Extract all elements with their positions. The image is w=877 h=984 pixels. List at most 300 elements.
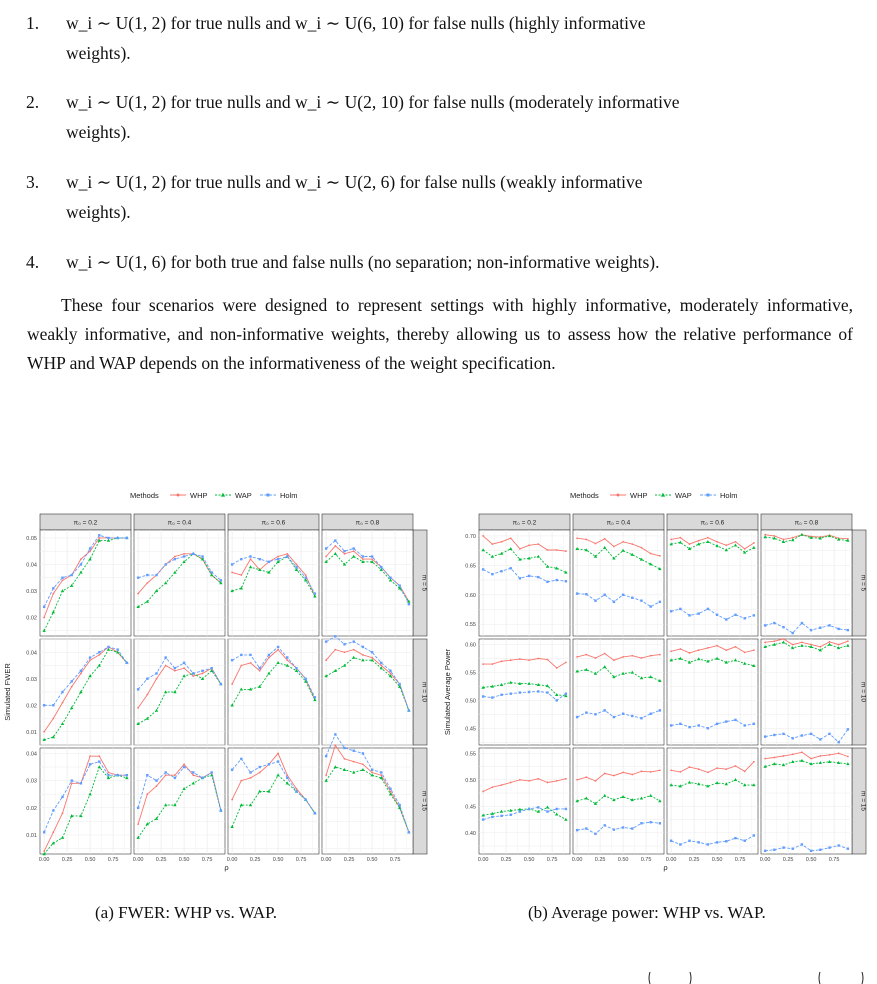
data-point-holm: [640, 822, 642, 824]
data-point-holm: [334, 539, 336, 541]
data-point-whp: [689, 766, 691, 768]
data-point-whp: [847, 640, 849, 642]
data-point-whp: [52, 831, 54, 833]
data-point-whp: [231, 683, 233, 685]
data-point-holm: [220, 809, 222, 811]
facet-panel: [40, 530, 131, 636]
data-point-holm: [640, 717, 642, 719]
data-point-whp: [547, 659, 549, 661]
caption-a: (a) FWER: WHP vs. WAP.: [95, 903, 277, 922]
data-point-holm: [649, 605, 651, 607]
data-point-whp: [286, 659, 288, 661]
data-point-holm: [137, 577, 139, 579]
legend-title: Methods: [130, 491, 159, 500]
data-point-whp: [792, 753, 794, 755]
data-point-holm: [71, 779, 73, 781]
data-point-holm: [631, 827, 633, 829]
data-point-whp: [689, 543, 691, 545]
data-point-holm: [389, 577, 391, 579]
data-point-whp: [528, 659, 530, 661]
legend-label: WHP: [630, 491, 648, 500]
data-point-holm: [773, 622, 775, 624]
data-point-holm: [155, 672, 157, 674]
legend-title: Methods: [570, 491, 599, 500]
data-point-holm: [240, 558, 242, 560]
list-text: w_i ∼ U(1, 2) for true nulls and w_i ∼ U(2, 10) for false nulls (moderately informative: [66, 92, 680, 112]
panel-border: [761, 530, 852, 636]
data-point-whp: [43, 617, 45, 619]
data-point-whp: [753, 649, 755, 651]
x-tick-label: 0.75: [828, 857, 840, 863]
data-point-whp: [641, 770, 643, 772]
data-point-whp: [202, 673, 204, 675]
data-point-whp: [631, 543, 633, 545]
data-point-whp: [716, 645, 718, 647]
x-tick-label: 0.75: [201, 857, 213, 863]
data-point-holm: [314, 592, 316, 594]
data-point-holm: [137, 807, 139, 809]
data-point-holm: [231, 563, 233, 565]
data-point-whp: [670, 650, 672, 652]
data-point-whp: [565, 778, 567, 780]
data-point-holm: [716, 841, 718, 843]
data-point-whp: [641, 547, 643, 549]
data-point-whp: [146, 694, 148, 696]
y-tick-label: 0.55: [465, 670, 476, 677]
data-point-holm: [268, 654, 270, 656]
legend-label: Holm: [280, 491, 298, 500]
data-point-holm: [576, 716, 578, 718]
data-point-holm: [585, 711, 587, 713]
data-point-holm: [343, 550, 345, 552]
data-point-holm: [782, 846, 784, 848]
data-point-whp: [344, 758, 346, 760]
legend: [570, 491, 738, 500]
data-point-whp: [510, 659, 512, 661]
list-number: 1.: [26, 13, 40, 33]
data-point-whp: [71, 686, 73, 688]
data-point-holm: [792, 848, 794, 850]
data-point-whp: [296, 564, 298, 566]
data-point-holm: [52, 704, 54, 706]
data-point-whp: [650, 655, 652, 657]
y-tick-label: 0.04: [26, 562, 37, 569]
data-point-whp: [156, 678, 158, 680]
data-point-whp: [137, 707, 139, 709]
data-point-holm: [398, 683, 400, 685]
data-point-holm: [249, 555, 251, 557]
data-point-whp: [595, 780, 597, 782]
data-point-whp: [716, 541, 718, 543]
caption-b: (b) Average power: WHP vs. WAP.: [528, 903, 766, 922]
list-text-cont: weights).: [66, 43, 131, 63]
data-point-holm: [286, 656, 288, 658]
data-point-whp: [43, 731, 45, 733]
facet-panel: [573, 530, 664, 636]
data-point-whp: [491, 786, 493, 788]
data-point-holm: [753, 723, 755, 725]
x-tick-label: 0.00: [320, 857, 332, 863]
data-point-holm: [362, 555, 364, 557]
data-point-whp: [585, 776, 587, 778]
data-point-holm: [743, 617, 745, 619]
data-point-whp: [679, 648, 681, 650]
facet-panel: [761, 638, 852, 745]
data-point-whp: [380, 665, 382, 667]
data-point-holm: [510, 692, 512, 694]
y-axis-label: Simulated Average Power: [443, 648, 452, 736]
data-point-whp: [334, 744, 336, 746]
data-point-whp: [547, 782, 549, 784]
data-point-whp: [137, 593, 139, 595]
data-point-holm: [847, 848, 849, 850]
data-point-whp: [622, 656, 624, 658]
data-point-whp: [604, 773, 606, 775]
data-point-holm: [61, 796, 63, 798]
data-point-whp: [325, 659, 327, 661]
data-point-holm: [510, 814, 512, 816]
data-point-holm: [482, 568, 484, 570]
data-point-holm: [659, 601, 661, 603]
data-point-holm: [659, 822, 661, 824]
data-point-holm: [482, 695, 484, 697]
data-point-holm: [277, 646, 279, 648]
data-point-holm: [764, 624, 766, 626]
x-tick-label: 0.00: [477, 857, 489, 863]
facet-label-col: π₀ = 0.8: [794, 519, 819, 527]
data-point-holm: [594, 713, 596, 715]
data-point-holm: [743, 840, 745, 842]
legend-key-marker: [267, 494, 270, 497]
data-point-holm: [52, 809, 54, 811]
data-point-holm: [61, 691, 63, 693]
data-point-whp: [62, 812, 64, 814]
data-point-holm: [528, 808, 530, 810]
y-tick-label: 0.03: [26, 588, 37, 595]
y-tick-label: 0.02: [26, 615, 37, 622]
y-tick-label: 0.05: [26, 535, 37, 542]
data-point-whp: [146, 793, 148, 795]
data-point-whp: [43, 850, 45, 852]
data-point-holm: [725, 618, 727, 620]
legend-label: WHP: [190, 491, 208, 500]
data-point-whp: [622, 771, 624, 773]
data-point-holm: [640, 599, 642, 601]
data-point-whp: [510, 782, 512, 784]
data-point-holm: [43, 606, 45, 608]
data-point-holm: [792, 632, 794, 634]
facet-panel: [667, 530, 758, 636]
y-tick-label: 0.02: [26, 805, 37, 812]
data-point-whp: [659, 654, 661, 656]
facet-panel: [667, 748, 758, 854]
data-point-whp: [325, 556, 327, 558]
data-point-whp: [240, 780, 242, 782]
data-point-whp: [707, 647, 709, 649]
data-point-holm: [295, 667, 297, 669]
panel-border: [761, 639, 852, 745]
data-point-holm: [304, 678, 306, 680]
x-tick-label: 0.00: [571, 857, 583, 863]
data-point-holm: [764, 735, 766, 737]
panel-border: [573, 748, 664, 854]
data-point-holm: [792, 737, 794, 739]
data-point-holm: [277, 760, 279, 762]
facet-panel: [134, 639, 225, 745]
data-point-whp: [576, 779, 578, 781]
data-point-holm: [773, 849, 775, 851]
data-point-holm: [698, 724, 700, 726]
data-point-holm: [519, 577, 521, 579]
data-point-whp: [659, 555, 661, 557]
data-point-holm: [546, 810, 548, 812]
data-point-holm: [325, 640, 327, 642]
panel-border: [479, 530, 570, 636]
data-point-whp: [519, 658, 521, 660]
y-tick-label: 0.50: [465, 698, 476, 705]
list-number: 3.: [26, 172, 40, 192]
data-point-whp: [792, 644, 794, 646]
data-point-whp: [250, 558, 252, 560]
data-point-whp: [89, 550, 91, 552]
facet-panel: [228, 748, 319, 854]
data-point-whp: [838, 644, 840, 646]
data-point-holm: [707, 608, 709, 610]
data-point-holm: [585, 827, 587, 829]
data-point-whp: [344, 553, 346, 555]
y-tick-label: 0.02: [26, 703, 37, 710]
panel-border: [667, 639, 758, 745]
data-point-holm: [155, 574, 157, 576]
facet-panel: [40, 639, 131, 745]
data-point-whp: [556, 780, 558, 782]
y-axis-label: Simulated FWER: [3, 663, 12, 721]
y-tick-label: 0.03: [26, 676, 37, 683]
data-point-holm: [847, 728, 849, 730]
facet-label-col: π₀ = 0.8: [355, 519, 380, 527]
data-point-holm: [537, 576, 539, 578]
data-point-holm: [201, 670, 203, 672]
data-point-whp: [165, 774, 167, 776]
data-point-whp: [604, 653, 606, 655]
data-point-holm: [782, 733, 784, 735]
x-tick-label: 0.25: [500, 857, 512, 863]
data-point-whp: [735, 646, 737, 648]
y-tick-label: 0.45: [465, 726, 476, 733]
data-point-whp: [764, 641, 766, 643]
data-point-whp: [829, 754, 831, 756]
y-tick-label: 0.45: [465, 804, 476, 811]
data-point-holm: [519, 810, 521, 812]
data-point-whp: [390, 791, 392, 793]
data-point-holm: [828, 846, 830, 848]
panel-border: [228, 530, 319, 636]
data-point-holm: [295, 566, 297, 568]
data-point-holm: [670, 724, 672, 726]
legend-key-marker: [661, 493, 665, 497]
facet-label-col: π₀ = 0.4: [606, 519, 631, 527]
data-point-whp: [491, 663, 493, 665]
legend-label: Holm: [720, 491, 738, 500]
data-point-holm: [500, 694, 502, 696]
data-point-holm: [380, 566, 382, 568]
data-point-whp: [528, 544, 530, 546]
data-point-whp: [764, 758, 766, 760]
data-point-whp: [174, 556, 176, 558]
data-point-holm: [80, 670, 82, 672]
data-point-whp: [510, 537, 512, 539]
data-point-whp: [595, 543, 597, 545]
data-point-whp: [98, 537, 100, 539]
data-point-whp: [174, 670, 176, 672]
data-point-whp: [380, 774, 382, 776]
data-point-holm: [698, 841, 700, 843]
data-point-holm: [353, 750, 355, 752]
facet-label-row: m = 15: [420, 790, 428, 812]
data-point-holm: [528, 575, 530, 577]
data-point-whp: [670, 539, 672, 541]
data-point-holm: [408, 709, 410, 711]
data-point-whp: [52, 593, 54, 595]
legend-label: WAP: [235, 491, 252, 500]
data-point-holm: [819, 849, 821, 851]
data-point-holm: [491, 573, 493, 575]
data-point-whp: [565, 550, 567, 552]
data-point-holm: [240, 758, 242, 760]
x-tick-label: 0.00: [132, 857, 144, 863]
data-point-holm: [183, 662, 185, 664]
facet-panel: [134, 530, 225, 636]
data-point-whp: [362, 763, 364, 765]
data-point-whp: [698, 649, 700, 651]
data-point-holm: [146, 678, 148, 680]
data-point-whp: [801, 751, 803, 753]
data-point-holm: [670, 840, 672, 842]
data-point-holm: [249, 654, 251, 656]
data-point-holm: [126, 774, 128, 776]
data-point-whp: [250, 777, 252, 779]
facet-panel: [40, 748, 131, 855]
data-point-holm: [679, 608, 681, 610]
data-point-whp: [707, 771, 709, 773]
data-point-whp: [501, 784, 503, 786]
data-point-whp: [362, 654, 364, 656]
data-point-holm: [828, 733, 830, 735]
data-point-holm: [249, 771, 251, 773]
data-point-whp: [482, 535, 484, 537]
data-point-holm: [353, 640, 355, 642]
data-point-whp: [353, 550, 355, 552]
data-point-holm: [80, 563, 82, 565]
data-point-holm: [698, 612, 700, 614]
data-point-whp: [52, 718, 54, 720]
data-point-whp: [192, 675, 194, 677]
y-tick-label: 0.60: [465, 642, 476, 649]
data-point-holm: [725, 720, 727, 722]
data-point-holm: [555, 808, 557, 810]
data-point-holm: [325, 755, 327, 757]
x-tick-label: 0.00: [38, 857, 50, 863]
facet-panel: [479, 748, 570, 854]
data-point-holm: [286, 555, 288, 557]
data-point-holm: [107, 774, 109, 776]
data-point-whp: [362, 558, 364, 560]
panel-border: [134, 748, 225, 854]
data-point-holm: [192, 771, 194, 773]
data-point-whp: [725, 768, 727, 770]
data-point-whp: [773, 640, 775, 642]
data-point-holm: [98, 651, 100, 653]
data-point-whp: [698, 768, 700, 770]
data-point-whp: [156, 785, 158, 787]
y-tick-label: 0.40: [465, 830, 476, 837]
data-point-holm: [80, 782, 82, 784]
data-point-holm: [362, 646, 364, 648]
data-point-holm: [146, 574, 148, 576]
data-point-holm: [210, 667, 212, 669]
data-point-whp: [277, 556, 279, 558]
data-point-holm: [362, 752, 364, 754]
data-point-holm: [174, 777, 176, 779]
data-point-whp: [371, 772, 373, 774]
data-point-holm: [801, 734, 803, 736]
data-point-holm: [183, 555, 185, 557]
x-tick-label: 0.25: [249, 857, 261, 863]
facet-label-col: π₀ = 0.6: [700, 519, 725, 527]
data-point-holm: [259, 766, 261, 768]
data-point-holm: [231, 659, 233, 661]
data-point-holm: [380, 662, 382, 664]
data-point-whp: [353, 649, 355, 651]
panel-border: [667, 748, 758, 854]
data-point-holm: [240, 654, 242, 656]
data-point-holm: [398, 584, 400, 586]
data-point-whp: [80, 558, 82, 560]
data-point-whp: [89, 755, 91, 757]
data-point-holm: [510, 567, 512, 569]
y-tick-label: 0.03: [26, 778, 37, 785]
x-tick-label: 0.25: [594, 857, 606, 863]
data-point-holm: [604, 709, 606, 711]
list-text: w_i ∼ U(1, 2) for true nulls and w_i ∼ U(2, 6) for false nulls (weakly informative: [66, 172, 643, 192]
data-point-holm: [819, 627, 821, 629]
data-point-holm: [631, 597, 633, 599]
list-text-cont: weights).: [66, 202, 131, 222]
data-point-whp: [183, 763, 185, 765]
list-number: 4.: [26, 252, 40, 272]
data-point-holm: [389, 788, 391, 790]
data-point-whp: [829, 641, 831, 643]
data-point-holm: [659, 709, 661, 711]
data-point-whp: [556, 549, 558, 551]
data-point-whp: [753, 542, 755, 544]
x-tick-label: 0.00: [226, 857, 238, 863]
data-point-holm: [43, 704, 45, 706]
x-tick-label: 0.25: [61, 857, 73, 863]
data-point-holm: [565, 692, 567, 694]
x-tick-label: 0.00: [665, 857, 677, 863]
data-point-holm: [613, 601, 615, 603]
data-point-holm: [801, 622, 803, 624]
data-point-whp: [744, 548, 746, 550]
facet-panel: [761, 748, 852, 854]
data-point-holm: [576, 829, 578, 831]
data-point-whp: [576, 537, 578, 539]
data-point-holm: [61, 577, 63, 579]
data-point-holm: [528, 691, 530, 693]
data-point-whp: [735, 765, 737, 767]
data-point-holm: [183, 766, 185, 768]
